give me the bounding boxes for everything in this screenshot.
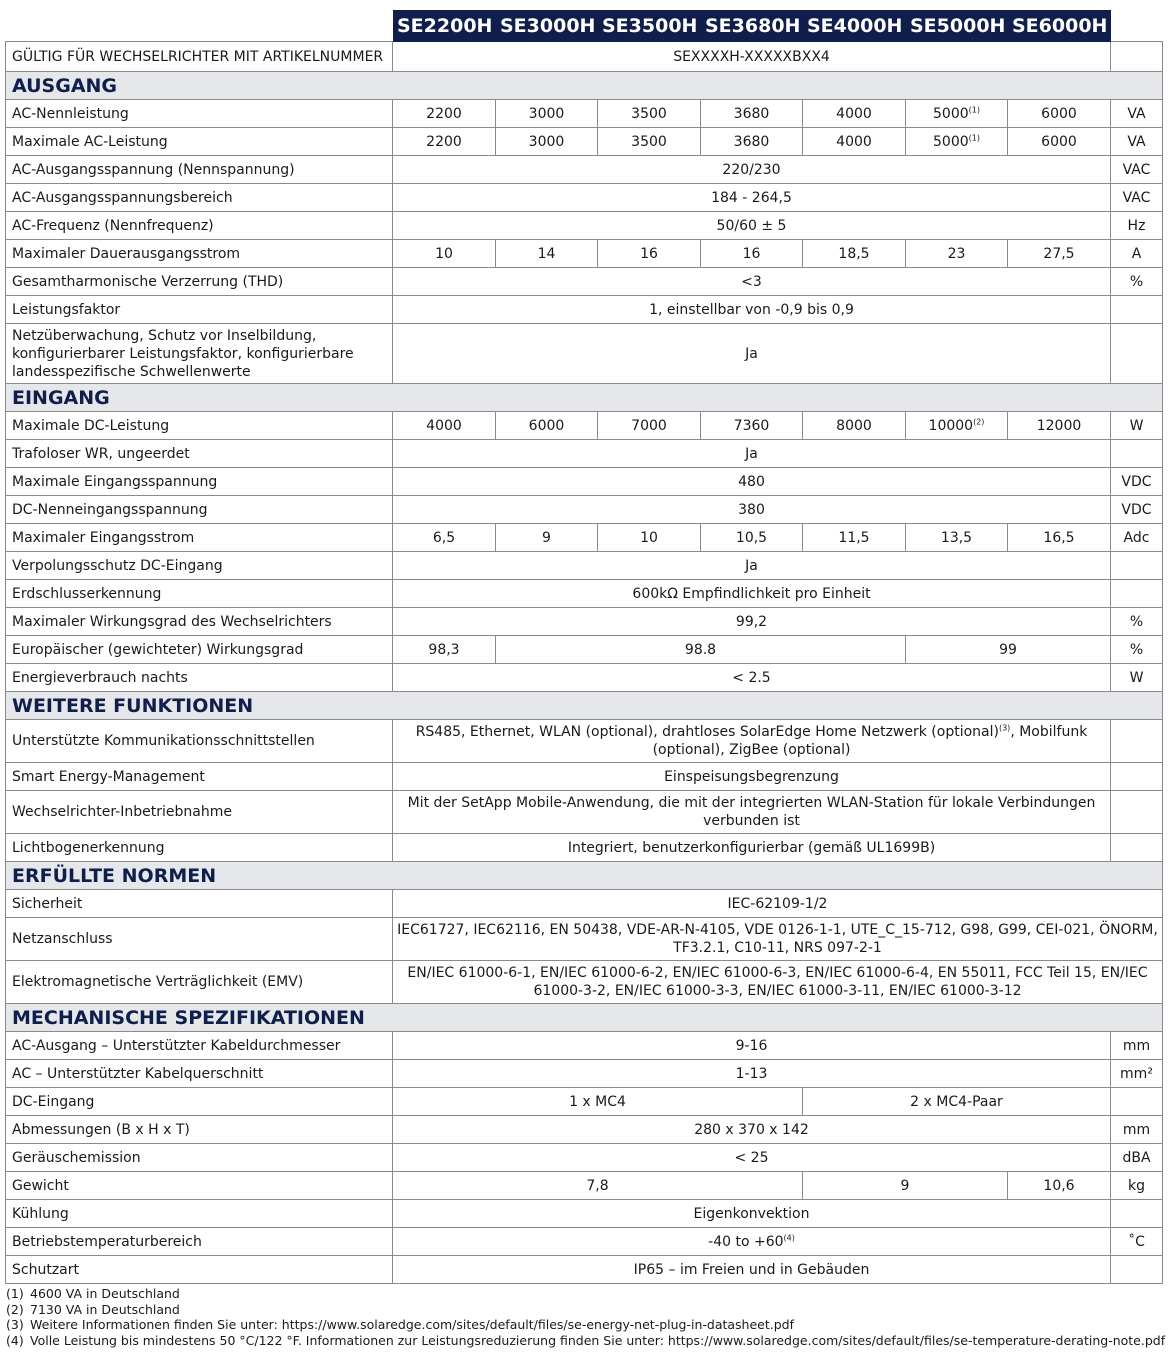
row-unit: VAC: [1111, 184, 1163, 212]
value-text: 184 - 264,5: [711, 189, 792, 206]
row-value: [393, 412, 496, 440]
row-unit: VDC: [1111, 468, 1163, 496]
row-value: [496, 524, 598, 552]
row-value: [393, 496, 1111, 524]
row-unit: VDC: [1111, 496, 1163, 524]
row-value: 1 x MC4: [393, 1088, 803, 1116]
section-title: ERFÜLLTE NORMEN: [6, 862, 1163, 890]
value-text: 3680: [733, 105, 770, 122]
footnote-ref: (2): [973, 416, 985, 426]
row-label: Leistungsfaktor: [6, 296, 393, 324]
spec-row: [6, 296, 1163, 324]
row-value: [393, 834, 1111, 862]
row-label: Schutzart: [6, 1256, 393, 1284]
value-text: 4000: [426, 417, 462, 434]
row-value: [701, 240, 803, 268]
value-text: 4000: [836, 105, 872, 122]
row-value: [393, 524, 496, 552]
row-label: Europäischer (gewichteter) Wirkungsgrad: [6, 636, 393, 664]
spec-row: [6, 791, 1163, 834]
value-text: 2200: [426, 133, 462, 150]
row-unit: [1111, 42, 1163, 72]
spec-row: [6, 240, 1163, 268]
value-text: 3000: [528, 105, 565, 122]
model-name: SE3680H: [701, 11, 803, 42]
spec-row: [6, 1172, 1163, 1200]
model-name: SE2200H: [393, 11, 496, 42]
spec-row: [6, 212, 1163, 240]
spec-row: [6, 664, 1163, 692]
row-value: [393, 1256, 1111, 1284]
row-value: 10,6: [1008, 1172, 1111, 1200]
row-label: Abmessungen (B x H x T): [6, 1116, 393, 1144]
value-text: 6000: [1041, 105, 1077, 122]
row-unit: [1111, 1200, 1163, 1228]
row-label: Energieverbrauch nachts: [6, 664, 393, 692]
footnote: [6, 1333, 1165, 1349]
value-text: 600kΩ Empfindlichkeit pro Einheit: [632, 585, 871, 602]
row-value: [906, 524, 1008, 552]
value-text: IP65 – im Freien und in Gebäuden: [633, 1261, 870, 1278]
section-header: [6, 862, 1163, 890]
footnote-ref: (1): [968, 104, 980, 114]
value-text: 16: [640, 245, 658, 262]
row-value: [393, 664, 1111, 692]
row-label: Erdschlusserkennung: [6, 580, 393, 608]
row-label: Lichtbogenerkennung: [6, 834, 393, 862]
footnote: [6, 1317, 1165, 1333]
spec-row: [6, 1228, 1163, 1256]
row-value: SEXXXXH-XXXXXBXX4: [393, 42, 1111, 72]
row-label: Netzüberwachung, Schutz vor Inselbildung, konfigurierbarer Leistungsfaktor, konfigurierbare landesspezifische Schwellenwerte: [6, 324, 393, 384]
row-value: [496, 128, 598, 156]
row-value: [598, 412, 701, 440]
value-text: 99,2: [735, 613, 768, 630]
header-spacer: [6, 11, 393, 42]
row-unit: kg: [1111, 1172, 1163, 1200]
spec-row: [6, 834, 1163, 862]
row-value: [1008, 524, 1111, 552]
spec-row: [6, 1200, 1163, 1228]
row-label: AC-Nennleistung: [6, 100, 393, 128]
row-value: [906, 240, 1008, 268]
row-unit: [1111, 763, 1163, 791]
value-text: 480: [738, 473, 765, 490]
row-unit: mm: [1111, 1032, 1163, 1060]
row-value: 99: [906, 636, 1111, 664]
row-value: [598, 524, 701, 552]
value-text: < 2.5: [732, 669, 771, 686]
row-unit: ˚C: [1111, 1228, 1163, 1256]
spec-row: [6, 268, 1163, 296]
row-value: [393, 212, 1111, 240]
row-value: [906, 100, 1008, 128]
value-text: 8000: [836, 417, 872, 434]
row-value: [701, 100, 803, 128]
row-value: [598, 100, 701, 128]
row-value: [803, 240, 906, 268]
row-unit: Adc: [1111, 524, 1163, 552]
row-label: Gewicht: [6, 1172, 393, 1200]
row-label: Geräuschemission: [6, 1144, 393, 1172]
footnote: [6, 1302, 1165, 1318]
value-text: 50/60 ± 5: [716, 217, 787, 234]
row-label: AC-Ausgang – Unterstützter Kabeldurchmesser: [6, 1032, 393, 1060]
row-value: [393, 608, 1111, 636]
row-label: AC – Unterstützter Kabelquerschnitt: [6, 1060, 393, 1088]
row-value: [393, 1060, 1111, 1088]
spec-row: [6, 608, 1163, 636]
value-text: 9: [542, 529, 551, 546]
row-value: [393, 961, 1163, 1004]
model-name: SE4000H: [803, 11, 906, 42]
value-text: Integriert, benutzerkonfigurierbar (gemäß UL1699B): [567, 839, 936, 856]
spec-row: [6, 468, 1163, 496]
row-unit: mm²: [1111, 1060, 1163, 1088]
row-unit: VA: [1111, 100, 1163, 128]
value-text: Eigenkonvektion: [693, 1205, 810, 1222]
value-text: IEC-62109-1/2: [727, 895, 828, 912]
row-value: [393, 156, 1111, 184]
spec-row: [6, 496, 1163, 524]
section-header: [6, 72, 1163, 100]
spec-row: [6, 636, 1163, 664]
value-text: EN/IEC 61000-6-1, EN/IEC 61000-6-2, EN/IEC 61000-6-3, EN/IEC 61000-6-4, EN 55011, FCC Teil 15, EN/IEC 61000-3-2, EN/IEC 61000-3-3, EN/IEC 61000-3-11, EN/IEC 61000-3-12: [407, 965, 1148, 999]
value-text: <3: [741, 273, 762, 290]
row-value: [393, 763, 1111, 791]
spec-row: [6, 412, 1163, 440]
value-text: 10000: [928, 417, 974, 434]
row-value: [393, 720, 1111, 763]
section-title: MECHANISCHE SPEZIFIKATIONEN: [6, 1004, 1163, 1032]
spec-row: [6, 890, 1163, 918]
value-text: RS485, Ethernet, WLAN (optional), drahtloses SolarEdge Home Netzwerk (optional): [415, 724, 999, 740]
value-text: 13,5: [940, 529, 973, 546]
footnote-text: 4600 VA in Deutschland: [30, 1286, 180, 1301]
row-unit: [1111, 1256, 1163, 1284]
row-value: [393, 1032, 1111, 1060]
row-label: Elektromagnetische Verträglichkeit (EMV): [6, 961, 393, 1004]
row-value: [803, 100, 906, 128]
spec-row: [6, 100, 1163, 128]
row-unit: [1111, 791, 1163, 834]
value-text: 5000: [933, 133, 969, 150]
row-value: [393, 1144, 1111, 1172]
row-label: AC-Ausgangsspannungsbereich: [6, 184, 393, 212]
value-text: Mit der SetApp Mobile-Anwendung, die mit der integrierten WLAN-Station für lokale Verbindungen verbunden ist: [407, 795, 1096, 829]
row-unit: VA: [1111, 128, 1163, 156]
row-unit: mm: [1111, 1116, 1163, 1144]
value-text: Ja: [745, 557, 758, 574]
row-value: [393, 184, 1111, 212]
row-value: [393, 918, 1163, 961]
row-label: Maximale AC-Leistung: [6, 128, 393, 156]
footnote-text: Weitere Informationen finden Sie unter: https://www.solaredge.com/sites/default/files/se-energy-net-plug-in-datasheet.pdf: [30, 1317, 795, 1333]
section-header: [6, 384, 1163, 412]
row-value: 2 x MC4-Paar: [803, 1088, 1111, 1116]
spec-row: [6, 918, 1163, 961]
spec-table: [5, 10, 1163, 1284]
spec-row: [6, 524, 1163, 552]
row-value: [598, 240, 701, 268]
row-label: Verpolungsschutz DC-Eingang: [6, 552, 393, 580]
value-text: -40 to +60: [708, 1233, 784, 1250]
value-text: Einspeisungsbegrenzung: [664, 768, 839, 785]
row-label: AC-Ausgangsspannung (Nennspannung): [6, 156, 393, 184]
value-text: 12000: [1036, 417, 1082, 434]
row-value: [393, 440, 1111, 468]
value-text: 11,5: [838, 529, 870, 546]
row-label: Unterstützte Kommunikationsschnittstellen: [6, 720, 393, 763]
row-value: [496, 100, 598, 128]
row-label: Maximale DC-Leistung: [6, 412, 393, 440]
spec-row: [6, 1256, 1163, 1284]
value-text: 9-16: [735, 1037, 768, 1054]
row-label: Gesamtharmonische Verzerrung (THD): [6, 268, 393, 296]
footnote-ref: (3): [998, 723, 1011, 733]
value-text: 3500: [631, 105, 667, 122]
spec-row: [6, 961, 1163, 1004]
row-value: [393, 791, 1111, 834]
row-label: Betriebstemperaturbereich: [6, 1228, 393, 1256]
row-label: Wechselrichter-Inbetriebnahme: [6, 791, 393, 834]
row-unit: W: [1111, 664, 1163, 692]
footnote-number: (3): [6, 1317, 24, 1333]
row-value: [1008, 240, 1111, 268]
section-title: AUSGANG: [6, 72, 1163, 100]
row-label: Trafoloser WR, ungeerdet: [6, 440, 393, 468]
row-value: [393, 240, 496, 268]
row-label: Sicherheit: [6, 890, 393, 918]
footnote-number: (1): [6, 1286, 24, 1301]
row-label: Maximaler Eingangsstrom: [6, 524, 393, 552]
header-spacer: [1111, 11, 1163, 42]
value-text: 3680: [733, 133, 770, 150]
row-unit: VAC: [1111, 156, 1163, 184]
value-text: 27,5: [1043, 245, 1075, 262]
value-text: Ja: [745, 345, 758, 362]
value-text: 3000: [528, 133, 565, 150]
value-text: IEC61727, IEC62116, EN 50438, VDE-AR-N-4105, VDE 0126-1-1, UTE_C_15-712, G98, G99, CEI-021, ÖNORM, TF3.2.1, C10-11, NRS 097-2-1: [397, 922, 1158, 956]
row-value: [393, 1228, 1111, 1256]
row-label: Maximaler Dauerausgangsstrom: [6, 240, 393, 268]
spec-row: [6, 1060, 1163, 1088]
row-label: Smart Energy-Management: [6, 763, 393, 791]
value-text: Ja: [745, 445, 758, 462]
spec-row: [6, 580, 1163, 608]
model-name: SE5000H: [906, 11, 1008, 42]
row-value: [803, 128, 906, 156]
row-unit: %: [1111, 608, 1163, 636]
row-unit: Hz: [1111, 212, 1163, 240]
row-value: [1008, 412, 1111, 440]
spec-row: [6, 1032, 1163, 1060]
model-name: SE6000H: [1008, 11, 1111, 42]
row-value: [393, 100, 496, 128]
row-value: [393, 268, 1111, 296]
value-text: 7000: [631, 417, 667, 434]
spec-row: [6, 184, 1163, 212]
value-text: 6000: [1041, 133, 1077, 150]
footnote-text: 7130 VA in Deutschland: [30, 1301, 180, 1317]
value-text: 10,5: [735, 529, 768, 546]
value-text: , Mobilfunk (optional), ZigBee (optional): [652, 724, 1088, 758]
row-value: [393, 128, 496, 156]
section-header: [6, 1004, 1163, 1032]
row-unit: %: [1111, 636, 1163, 664]
row-unit: A: [1111, 240, 1163, 268]
value-text: 6000: [528, 417, 565, 434]
row-value: 9: [803, 1172, 1008, 1200]
row-value: [906, 412, 1008, 440]
spec-row: [6, 552, 1163, 580]
row-value: [803, 524, 906, 552]
value-text: 220/230: [722, 161, 781, 178]
row-unit: [1111, 440, 1163, 468]
row-unit: dBA: [1111, 1144, 1163, 1172]
row-value: [701, 412, 803, 440]
value-text: 380: [738, 501, 765, 518]
row-value: 98.8: [496, 636, 906, 664]
footnote-ref: (4): [783, 1232, 795, 1242]
row-unit: [1111, 720, 1163, 763]
row-value: 98,3: [393, 636, 496, 664]
spec-row: [6, 156, 1163, 184]
spec-row: [6, 1088, 1163, 1116]
row-value: [393, 1200, 1111, 1228]
value-text: 18,5: [838, 245, 870, 262]
row-label: GÜLTIG FÜR WECHSELRICHTER MIT ARTIKELNUMMER: [6, 42, 393, 72]
row-value: [496, 412, 598, 440]
row-label: Kühlung: [6, 1200, 393, 1228]
value-text: 23: [947, 245, 966, 262]
spec-row: [6, 440, 1163, 468]
value-text: 16,5: [1043, 529, 1075, 546]
row-value: [1008, 100, 1111, 128]
row-unit: [1111, 1088, 1163, 1116]
footnote-text: Volle Leistung bis mindestens 50 °C/122 °F. Informationen zur Leistungsreduzierung finden Sie unter: https://www.solaredge.com/sites/default/files/se-temperature-derating-note.pdf: [30, 1333, 1166, 1349]
value-text: 10: [640, 529, 658, 546]
value-text: 5000: [933, 105, 969, 122]
value-text: < 25: [734, 1149, 769, 1166]
row-value: [906, 128, 1008, 156]
value-text: 7360: [733, 417, 770, 434]
row-label: DC-Eingang: [6, 1088, 393, 1116]
model-header-row: [6, 11, 1163, 42]
value-text: 14: [537, 245, 556, 262]
row-label: Maximale Eingangsspannung: [6, 468, 393, 496]
row-label: Maximaler Wirkungsgrad des Wechselrichters: [6, 608, 393, 636]
row-value: [393, 890, 1163, 918]
row-value: [701, 524, 803, 552]
value-text: 16: [742, 245, 761, 262]
footnote-number: (2): [6, 1301, 24, 1317]
spec-row: [6, 1144, 1163, 1172]
model-name: SE3500H: [598, 11, 701, 42]
row-unit: [1111, 324, 1163, 384]
value-text: 6,5: [432, 529, 456, 546]
footnote: [6, 1286, 1165, 1302]
value-text: 1, einstellbar von -0,9 bis 0,9: [649, 301, 854, 318]
row-unit: [1111, 296, 1163, 324]
row-value: [393, 552, 1111, 580]
spec-row: [6, 1116, 1163, 1144]
row-value: [393, 1116, 1111, 1144]
footnote-number: (4): [6, 1333, 24, 1349]
row-unit: %: [1111, 268, 1163, 296]
row-value: [393, 296, 1111, 324]
spec-row: [6, 128, 1163, 156]
row-value: [1008, 128, 1111, 156]
section-title: EINGANG: [6, 384, 1163, 412]
value-text: 2200: [426, 105, 462, 122]
row-unit: W: [1111, 412, 1163, 440]
row-label: AC-Frequenz (Nennfrequenz): [6, 212, 393, 240]
row-label: DC-Nenneingangsspannung: [6, 496, 393, 524]
row-value: [393, 468, 1111, 496]
footnotes: [6, 1286, 1165, 1349]
row-unit: [1111, 580, 1163, 608]
spec-row: [6, 324, 1163, 384]
row-value: [496, 240, 598, 268]
row-label: Netzanschluss: [6, 918, 393, 961]
value-text: 3500: [631, 133, 667, 150]
row-unit: [1111, 552, 1163, 580]
spec-row: [6, 720, 1163, 763]
spec-row: [6, 763, 1163, 791]
value-text: 4000: [836, 133, 872, 150]
value-text: 1-13: [735, 1065, 768, 1082]
section-title: WEITERE FUNKTIONEN: [6, 692, 1163, 720]
value-text: 280 x 370 x 142: [694, 1121, 809, 1138]
value-text: 10: [435, 245, 453, 262]
row-value: [393, 580, 1111, 608]
row-unit: [1111, 834, 1163, 862]
row-value: [598, 128, 701, 156]
row-value: [803, 412, 906, 440]
row-value: [393, 324, 1111, 384]
model-name: SE3000H: [496, 11, 598, 42]
row-value: [701, 128, 803, 156]
row-value: 7,8: [393, 1172, 803, 1200]
validity-row: [6, 42, 1163, 72]
footnote-ref: (1): [968, 132, 980, 142]
section-header: [6, 692, 1163, 720]
